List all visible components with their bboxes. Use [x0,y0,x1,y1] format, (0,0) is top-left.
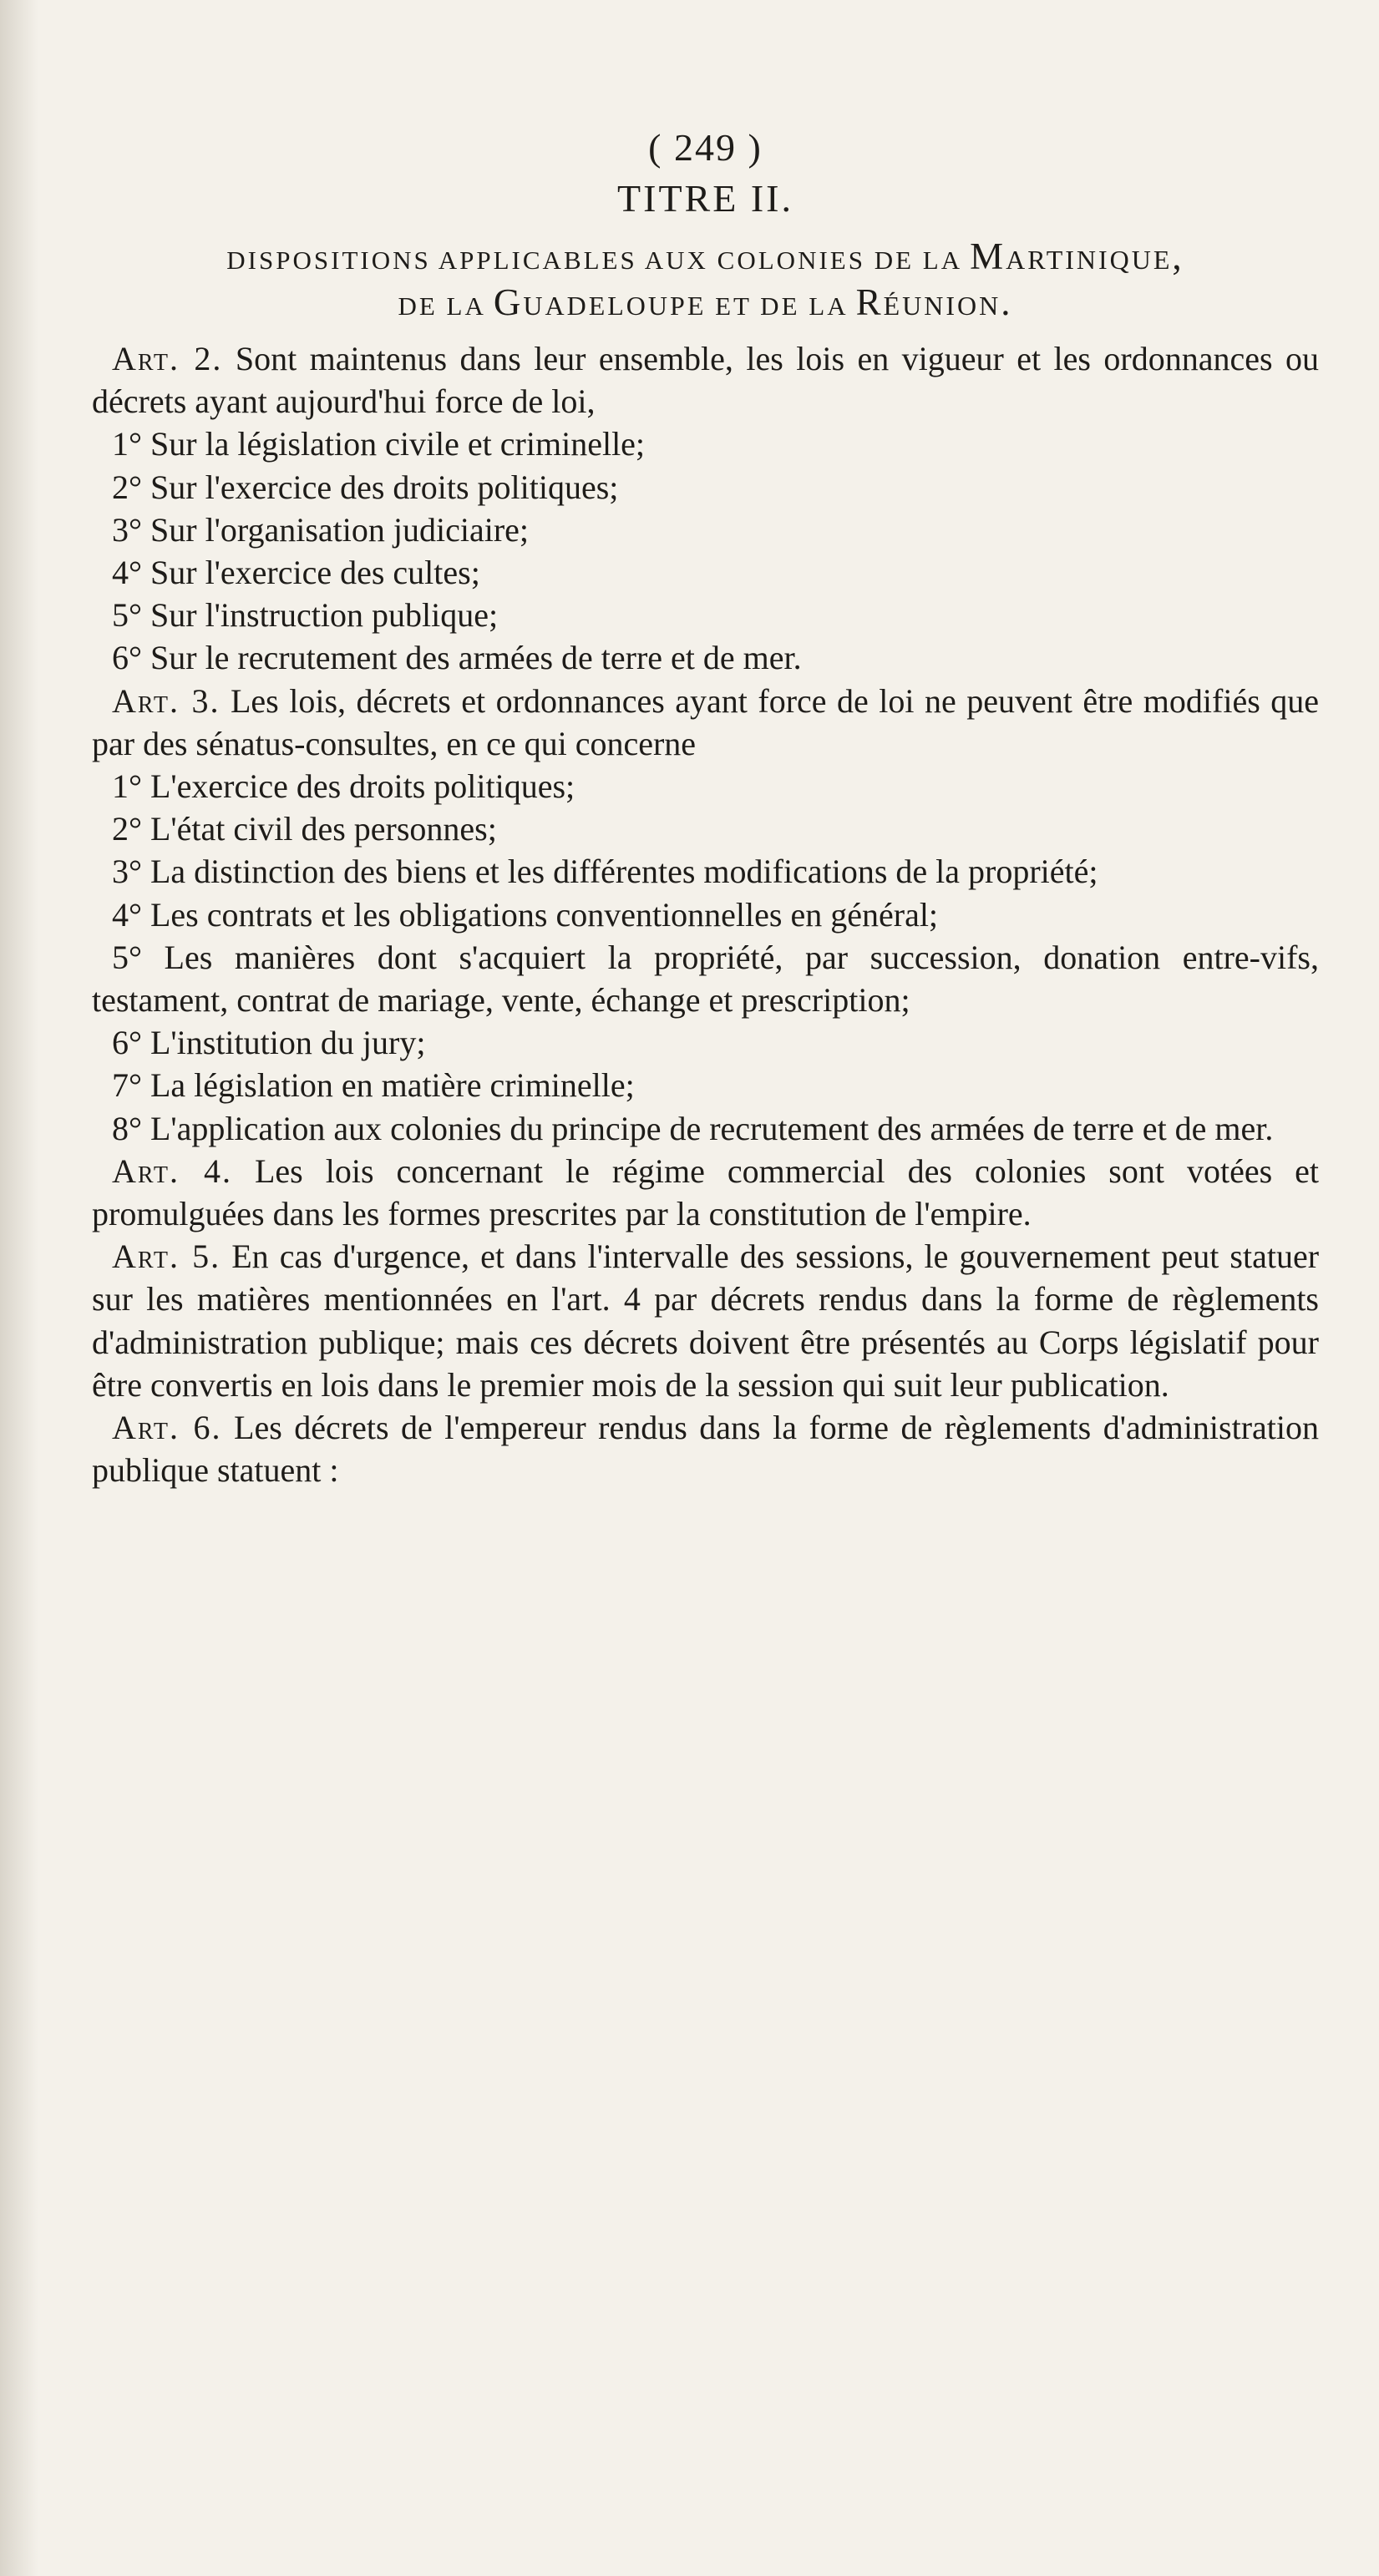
list-item: 5° Sur l'instruction publique; [112,596,499,635]
heading-martinique: Martinique, [970,235,1184,277]
article-label: Art. 6. [112,1409,222,1447]
list-item: 7° La législation en matière criminelle; [112,1066,635,1105]
list-item: 6° Sur le recrutement des armées de terre et de mer. [112,639,802,677]
heading-text: DISPOSITIONS APPLICABLES AUX COLONIES DE LA [226,245,961,275]
article-label: Art. 3. [112,681,221,720]
heading-text: ET DE LA [715,291,847,321]
article-text: Les décrets de l'empereur rendus dans la forme de règlements d'administration publique statuent : [92,1409,1320,1490]
article-text: Les lois, décrets et ordonnances ayant force de loi ne peuvent être modifiés que par des sénatus-consultes, en ce qui concerne [92,681,1320,762]
list-item: 2° Sur l'exercice des droits politiques; [112,468,619,506]
article-text: En cas d'urgence, et dans l'intervalle des sessions, le gouvernement peut statuer sur les matières mentionnées en l'art. 4 par décrets rendus dans la forme de règlements d'administration publique; mais ces décrets doivent être présentés au Corps législatif pour être convertis en lois dans le premier mois de la session qui suit leur publication. [92,1237,1320,1404]
binding-shadow [0,0,38,2576]
article-4 [92,1150,1319,1235]
heading-line-1 [92,235,1319,281]
list-item: 8° L'application aux colonies du principe de recrutement des armées de terre et de mer. [112,1109,1274,1147]
article-3 [92,680,1319,765]
section-heading [92,235,1319,327]
list-item: 3° La distinction des biens et les différentes modifications de la propriété; [112,853,1098,891]
article-2 [92,337,1319,423]
list-item: 4° Les contrats et les obligations conventionnelles en général; [112,895,939,934]
heading-text: DE LA [398,291,485,321]
section-title: TITRE II. [617,177,793,220]
article-text: Les lois concernant le régime commercial des colonies sont votées et promulguées dans les formes prescrites par la constitution de l'empire. [92,1151,1320,1233]
list-item: 1° L'exercice des droits politiques; [112,767,575,806]
list-item: 2° L'état civil des personnes; [112,810,497,848]
heading-reunion: Réunion. [855,281,1013,323]
article-5 [92,1235,1319,1406]
heading-guadeloupe: Guadeloupe [493,281,707,323]
page-body [92,337,1319,1491]
article-label: Art. 2. [112,340,223,377]
heading-line-2 [92,281,1319,327]
list-item: 6° L'institution du jury; [112,1024,426,1062]
list-item: 4° Sur l'exercice des cultes; [112,554,480,592]
list-item: 3° Sur l'organisation judiciaire; [112,510,530,549]
article-label: Art. 5. [112,1237,221,1276]
article-6 [92,1406,1319,1491]
page-number: ( 249 ) [648,126,763,169]
list-item: 1° Sur la législation civile et criminelle; [112,425,646,463]
article-label: Art. 4. [112,1151,232,1190]
list-item: 5° Les manières dont s'acquiert la propriété, par succession, donation entre-vifs, testament, contrat de mariage, vente, échange et prescription; [92,938,1319,1020]
article-text: Sont maintenus dans leur ensemble, les lois en vigueur et les ordonnances ou décrets ayant aujourd'hui force de loi, [92,340,1320,421]
